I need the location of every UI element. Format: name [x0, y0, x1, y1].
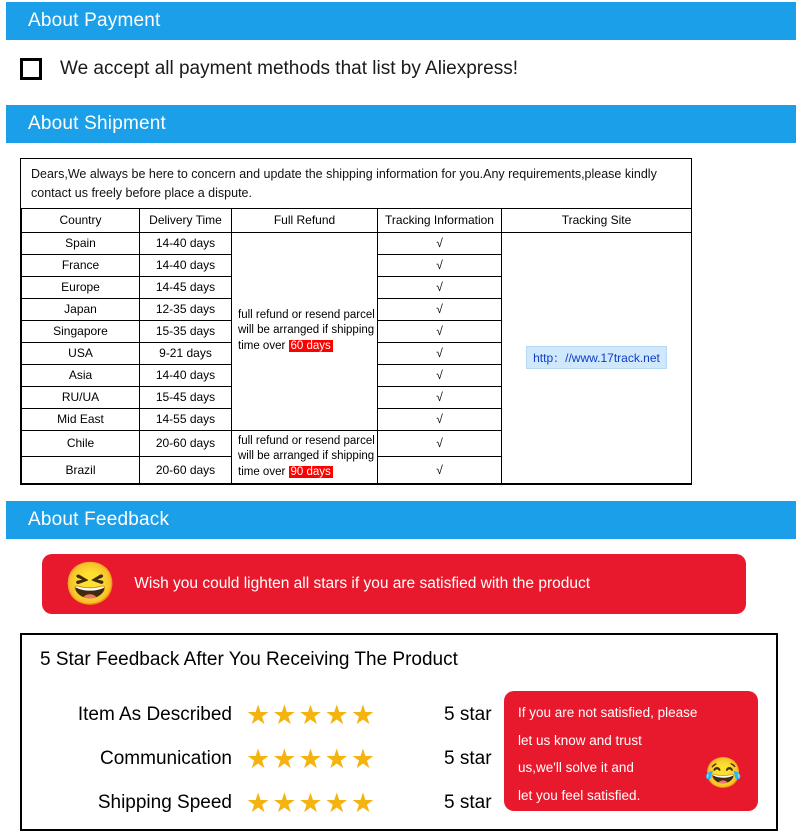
feedback-box [20, 633, 778, 831]
cell-full-refund-main [232, 232, 378, 430]
rating-score: 5 star [444, 704, 492, 725]
rating-score: 5 star [444, 792, 492, 813]
cell-tracking-info: √ [378, 232, 502, 254]
shipment-table-wrapper [20, 158, 692, 485]
rating-label: Item As Described [77, 704, 232, 725]
cell-tracking-info: √ [378, 320, 502, 342]
cell-tracking-info: √ [378, 298, 502, 320]
not-satisfied-note [504, 691, 758, 811]
column-header-delivery-time: Delivery Time [140, 208, 232, 232]
rating-score: 5 star [444, 748, 492, 769]
table-header-row [22, 208, 692, 232]
refund-text: full refund or resend parcel will be arranged if shipping time over [238, 308, 375, 352]
note-line: let us know and trust [518, 732, 642, 748]
cell-delivery-time: 14-45 days [140, 276, 232, 298]
cell-tracking-info: √ [378, 430, 502, 457]
cell-tracking-info: √ [378, 342, 502, 364]
table-row [22, 232, 692, 254]
cell-country: USA [22, 342, 140, 364]
star-rating-icon: ★★★★★ [246, 743, 378, 774]
refund-highlight: 60 days [290, 339, 331, 352]
note-line: If you are not satisfied, please [518, 705, 698, 720]
cell-delivery-time: 14-55 days [140, 408, 232, 430]
column-header-country: Country [22, 208, 140, 232]
refund-highlight: 90 days [290, 465, 331, 478]
list-item [34, 693, 514, 737]
laughing-face-emoji: 😂 [704, 757, 742, 790]
cell-tracking-info: √ [378, 457, 502, 484]
cell-country: RU/UA [22, 386, 140, 408]
cell-country: Chile [22, 430, 140, 457]
cell-tracking-info: √ [378, 254, 502, 276]
payment-statement-text: We accept all payment methods that list by Aliexpress! [60, 58, 518, 79]
cell-country: Spain [22, 232, 140, 254]
cell-delivery-time: 14-40 days [140, 254, 232, 276]
payment-statement-row [20, 58, 518, 80]
checkbox-icon [20, 58, 42, 80]
column-header-full-refund: Full Refund [232, 208, 378, 232]
cell-delivery-time: 12-35 days [140, 298, 232, 320]
cell-tracking-info: √ [378, 386, 502, 408]
cell-delivery-time: 15-45 days [140, 386, 232, 408]
column-header-tracking-information: Tracking Information [378, 208, 502, 232]
cell-delivery-time: 15-35 days [140, 320, 232, 342]
feedback-rating-list [34, 693, 514, 825]
cell-country: Europe [22, 276, 140, 298]
cell-delivery-time: 14-40 days [140, 364, 232, 386]
feedback-box-title: 5 Star Feedback After You Receiving The Product [40, 649, 458, 670]
star-rating-icon: ★★★★★ [246, 699, 378, 730]
cell-delivery-time: 9-21 days [140, 342, 232, 364]
section-header-feedback: About Feedback [6, 501, 796, 539]
section-header-payment: About Payment [6, 2, 796, 40]
cell-country: Japan [22, 298, 140, 320]
cell-tracking-info: √ [378, 276, 502, 298]
cell-delivery-time: 20-60 days [140, 430, 232, 457]
feedback-banner [42, 554, 746, 614]
shipment-table [21, 208, 692, 485]
cell-full-refund-secondary [232, 430, 378, 484]
note-line: us,we'll solve it and [518, 760, 634, 776]
list-item [34, 737, 514, 781]
refund-text: full refund or resend parcel will be arranged if shipping time over [238, 434, 375, 478]
list-item [34, 781, 514, 825]
cell-tracking-site [502, 232, 692, 484]
note-line: let you feel satisfied. [518, 788, 641, 804]
cell-tracking-info: √ [378, 364, 502, 386]
rating-label: Shipping Speed [97, 792, 232, 813]
cell-country: Mid East [22, 408, 140, 430]
section-header-shipment: About Shipment [6, 105, 796, 143]
cell-delivery-time: 14-40 days [140, 232, 232, 254]
cell-country: Asia [22, 364, 140, 386]
cell-delivery-time: 20-60 days [140, 457, 232, 484]
grinning-face-emoji: 😆 [64, 560, 117, 607]
cell-country: France [22, 254, 140, 276]
feedback-banner-text: Wish you could lighten all stars if you are satisfied with the product [134, 575, 591, 592]
cell-country: Brazil [22, 457, 140, 484]
cell-tracking-info: √ [378, 408, 502, 430]
tracking-site-link[interactable]: http：//www.17track.net [526, 346, 667, 369]
rating-label: Communication [100, 748, 232, 769]
shipment-note: Dears,We always be here to concern and update the shipping information for you.Any requirements,please kindly contact us freely before place a dispute. [31, 167, 657, 200]
star-rating-icon: ★★★★★ [246, 787, 378, 818]
cell-country: Singapore [22, 320, 140, 342]
column-header-tracking-site: Tracking Site [502, 208, 692, 232]
